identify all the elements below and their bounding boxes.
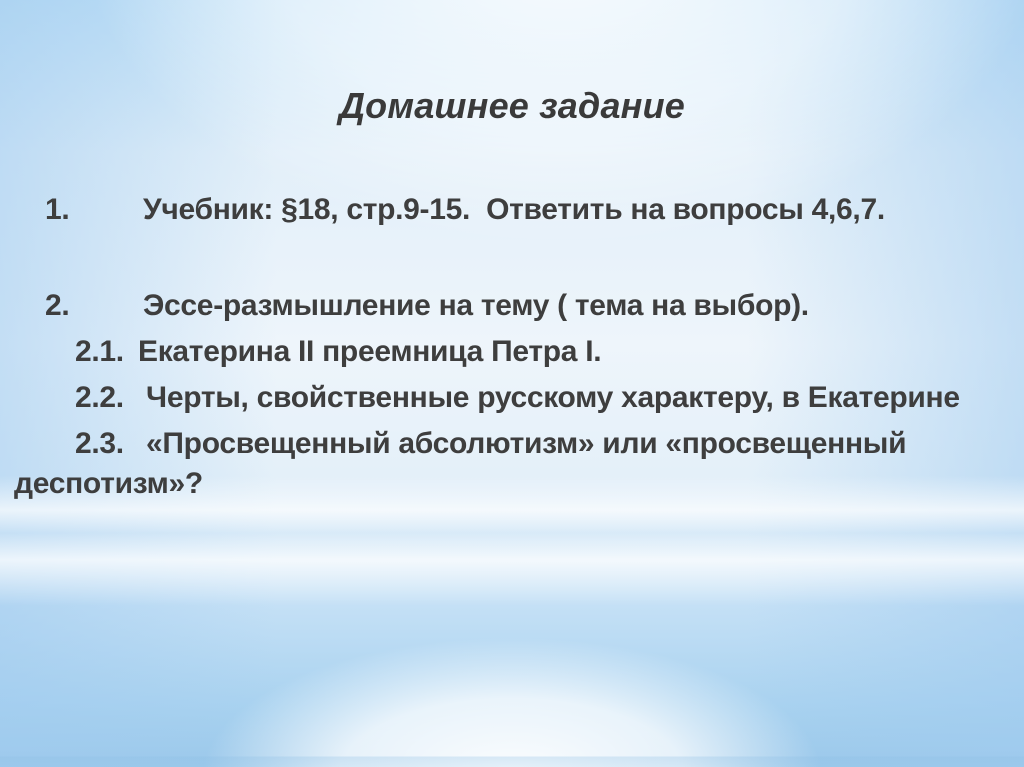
item-text: «Просвещенный абсолютизм» или «просвещенный деспотизм»? xyxy=(14,427,915,500)
item-text: Екатерина II преемница Петра I. xyxy=(138,335,602,368)
item-number: 2.3. xyxy=(75,427,124,460)
list-item-2-2 xyxy=(14,378,1018,418)
item-number: 1. xyxy=(45,193,70,226)
item-number: 2. xyxy=(45,289,70,322)
item-text: Черты, свойственные русскому характеру, в Екатерине xyxy=(138,381,960,414)
item-text: Учебник: §18, стр.9-15. Ответить на вопросы 4,6,7. xyxy=(143,193,885,226)
item-number: 2.1. xyxy=(75,335,124,368)
homework-list xyxy=(0,190,1024,504)
item-number: 2.2. xyxy=(75,381,124,414)
list-item-1 xyxy=(14,190,1018,230)
list-item-2-1 xyxy=(14,332,1018,372)
item-text: Эссе-размышление на тему ( тема на выбор). xyxy=(143,289,809,322)
list-item-2 xyxy=(14,286,1018,326)
slide-title: Домашнее задание xyxy=(338,85,686,126)
list-item-2-3 xyxy=(14,424,914,504)
